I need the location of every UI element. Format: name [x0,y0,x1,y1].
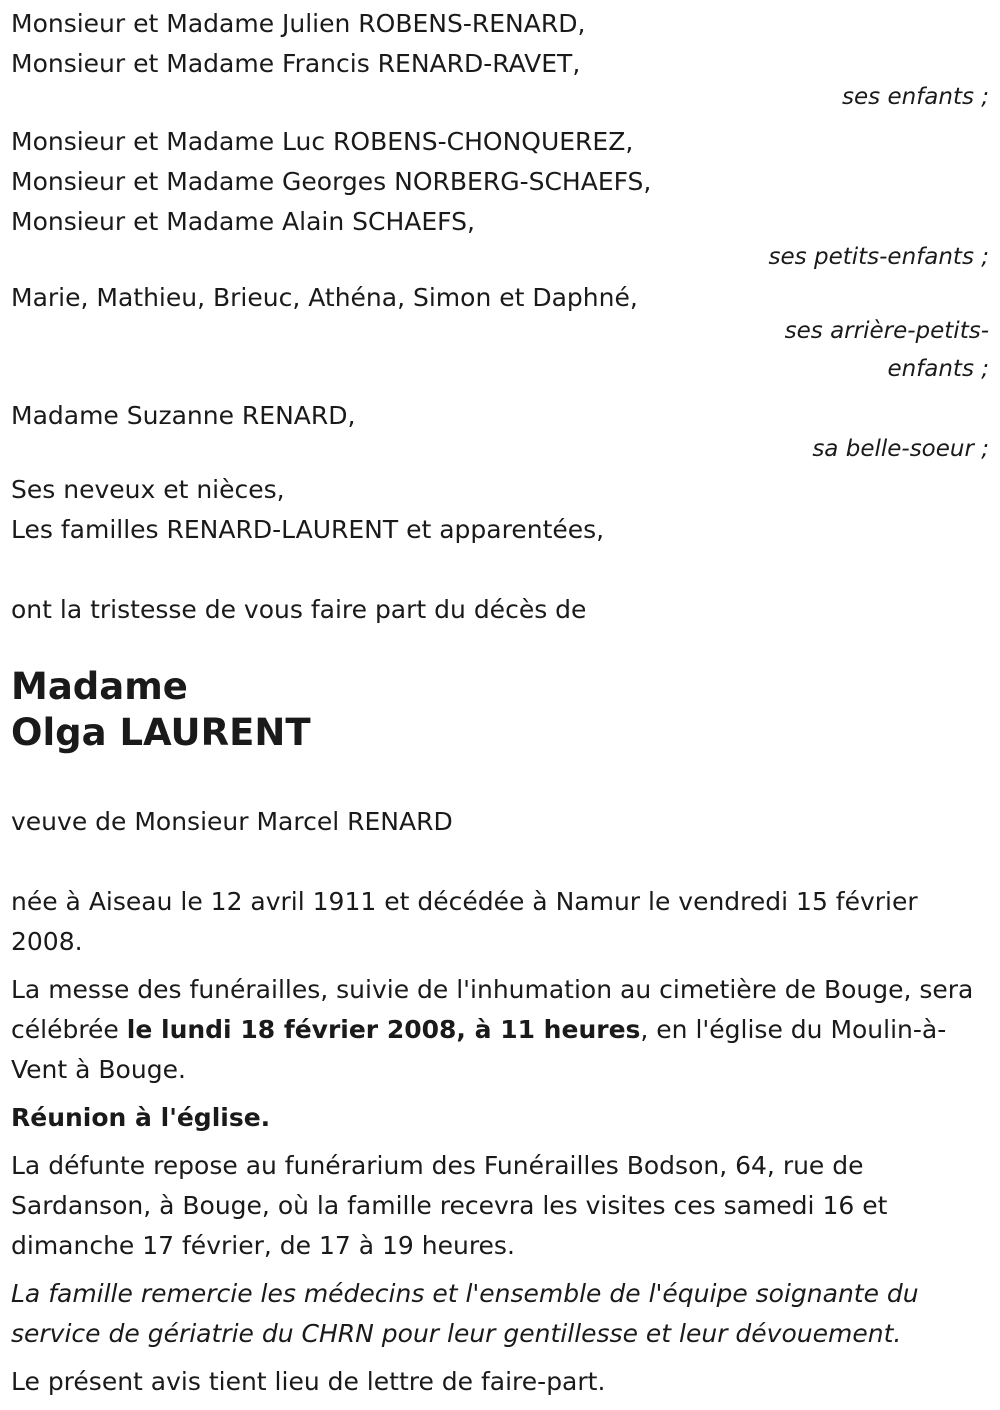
birth-death-paragraph: née à Aiseau le 12 avril 1911 et décédée à Namur le vendredi 15 février 2008. [11,887,918,956]
grandchildren-role: ses petits-enfants ; [768,244,989,270]
widow-of-line: veuve de Monsieur Marcel RENARD [11,807,453,836]
sister-in-law-line: Madame Suzanne RENARD, [11,401,356,430]
child-line-2: Monsieur et Madame Francis RENARD-RAVET, [11,49,581,78]
others-line-2: Les familles RENARD-LAURENT et apparentées, [11,515,605,544]
deceased-name: Olga LAURENT [11,711,311,754]
spacer [11,756,989,802]
obituary-notice [11,4,989,1410]
funeral-date-time: le lundi 18 février 2008, à 11 heures [126,1015,641,1044]
visitation-paragraph: La défunte repose au funérarium des Funérailles Bodson, 64, rue de Sardanson, à Bouge, où la famille recevra les visites ces samedi 16 et dimanche 17 février, de 17 à 19 heures. [11,1151,888,1260]
grandchild-line-2: Monsieur et Madame Georges NORBERG-SCHAEFS, [11,167,652,196]
spacer [11,842,989,882]
great-grandchildren-role: ses arrière-petits-enfants ; [784,318,989,382]
funeral-text-part2: , en l'église du Moulin-à-Vent à Bouge. [11,1015,947,1084]
sister-in-law-role: sa belle-soeur ; [812,436,989,462]
intro-line: ont la tristesse de vous faire part du décès de [11,595,587,624]
spacer [11,550,989,590]
children-role: ses enfants ; [842,84,989,110]
deceased-title: Madame [11,665,188,708]
thanks-paragraph: La famille remercie les médecins et l'ensemble de l'équipe soignante du service de gériatrie du CHRN pour leur gentillesse et leur dévouement. [11,1279,919,1348]
spacer [11,630,989,664]
funeral-paragraph [11,970,989,1090]
great-grandchildren-line: Marie, Mathieu, Brieuc, Athéna, Simon et Daphné, [11,283,638,312]
meeting-note: Réunion à l'église. [11,1103,271,1132]
grandchild-line-1: Monsieur et Madame Luc ROBENS-CHONQUEREZ, [11,127,634,156]
funeral-text-part1: La messe des funérailles, suivie de l'inhumation au cimetière de Bouge, sera célébrée [11,975,974,1044]
closing-line: Le présent avis tient lieu de lettre de faire-part. [11,1367,606,1396]
others-line-1: Ses neveux et nièces, [11,475,285,504]
great-grandchildren-role-wrap [759,312,989,388]
child-line-1: Monsieur et Madame Julien ROBENS-RENARD, [11,9,586,38]
grandchild-line-3: Monsieur et Madame Alain SCHAEFS, [11,207,475,236]
